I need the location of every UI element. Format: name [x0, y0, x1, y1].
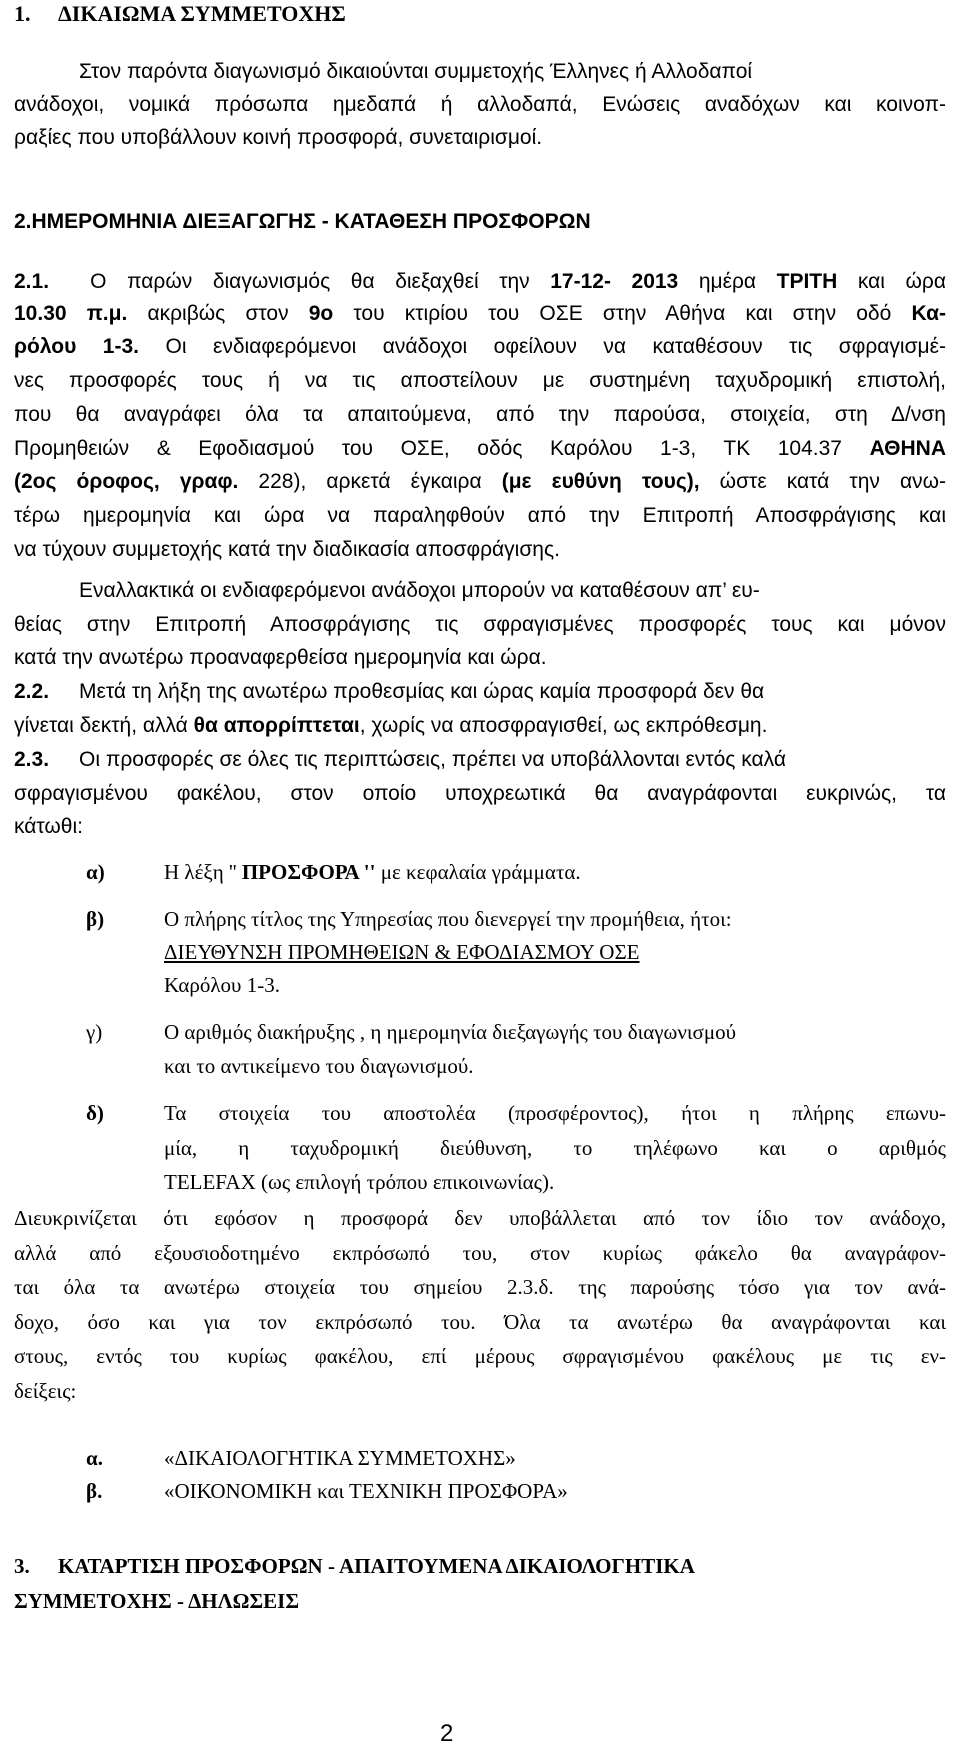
list-item-text: TELEFAX (ως επιλογή τρόπου επικοινωνίας).: [164, 1170, 555, 1194]
paragraph-line: κατά την ανωτέρω προαναφερθείσα ημερομηνία και ώρα.: [14, 646, 547, 669]
list-marker: δ): [86, 1101, 104, 1125]
list-marker: γ): [86, 1020, 103, 1044]
list-item-text: Ο πλήρης τίτλος της Υπηρεσίας που διενεργεί την προμήθεια, ήτοι:: [164, 907, 732, 931]
list-marker: α): [86, 860, 105, 884]
paragraph-line: ρόλου 1-3. Οι ενδιαφερόμενοι ανάδοχοι οφείλουν να καταθέσουν τις σφραγισμέ-: [14, 335, 946, 358]
paragraph-line: νες προσφορές τους ή να τις αποστείλουν με συστημένη ταχυδρομική επιστολή,: [14, 369, 946, 392]
list-item-text: «ΔΙΚΑΙΟΛΟΓΗΤΙΚΑ ΣΥΜΜΕΤΟΧΗΣ»: [164, 1446, 516, 1470]
paragraph-line: ται όλα τα ανωτέρω στοιχεία του σημείου 2.3.δ. της παρούσης τόσο για τον ανά-: [14, 1275, 946, 1299]
paragraph-line: που θα αναγράφει όλα τα απαιτούμενα, από την παρούσα, στοιχεία, στη Δ/νση: [14, 403, 946, 426]
paragraph-number: 2.2.: [14, 680, 50, 703]
paragraph-line: Εναλλακτικά οι ενδιαφερόμενοι ανάδοχοι μπορούν να καταθέσουν απ’ ευ-: [79, 579, 760, 602]
section-3-number: 3.: [14, 1554, 30, 1578]
paragraph-line: στους, εντός του κυρίως φακέλου, επί μέρους σφραγισμένου φακέλους με τις εν-: [14, 1344, 946, 1368]
list-marker: α.: [86, 1446, 103, 1470]
section-2-title: 2.ΗΜΕΡΟΜΗΝΙΑ ΔΙΕΞΑΓΩΓΗΣ - ΚΑΤΑΘΕΣΗ ΠΡΟΣΦΟΡΩΝ: [14, 210, 591, 233]
list-marker: β.: [86, 1479, 103, 1503]
paragraph-line: ανάδοχοι, νομικά πρόσωπα ημεδαπά ή αλλοδαπά, Ενώσεις αναδόχων και κοινοπ-: [14, 93, 946, 116]
paragraph-line: Μετά τη λήξη της ανωτέρω προθεσμίας και ώρας καμία προσφορά δεν θα: [79, 680, 765, 703]
paragraph-line: δείξεις:: [14, 1379, 77, 1403]
paragraph-line: Διευκρινίζεται ότι εφόσον η προσφορά δεν υποβάλλεται από τον ίδιο τον ανάδοχο,: [14, 1206, 946, 1230]
paragraph-line: κάτωθι:: [14, 815, 83, 838]
paragraph-line: Προμηθειών & Εφοδιασμού του ΟΣΕ, οδός Καρόλου 1-3, ΤΚ 104.37 ΑΘΗΝΑ: [14, 437, 946, 460]
paragraph-line: γίνεται δεκτή, αλλά θα απορρίπτεται, χωρίς να αποσφραγισθεί, ως εκπρόθεσμη.: [14, 714, 768, 737]
paragraph-line: θείας στην Επιτροπή Αποσφράγισης τις σφραγισμένες προσφορές τους και μόνον: [14, 613, 946, 636]
paragraph-line: 2.1. Ο παρών διαγωνισμός θα διεξαχθεί την 17-12- 2013 ημέρα ΤΡΙΤΗ και ώρα: [14, 270, 946, 293]
list-marker: β): [86, 907, 105, 931]
list-item-text: ΔΙΕΥΘΥΝΣΗ ΠΡΟΜΗΘΕΙΩΝ & ΕΦΟΔΙΑΣΜΟΥ ΟΣΕ: [164, 940, 640, 964]
paragraph-line: (2ος όροφος, γραφ. 228), αρκετά έγκαιρα (με ευθύνη τους), ώστε κατά την ανω-: [14, 470, 947, 493]
section-3-title: ΚΑΤΑΡΤΙΣΗ ΠΡΟΣΦΟΡΩΝ - ΑΠΑΙΤΟΥΜΕΝΑ ΔΙΚΑΙΟΛΟΓΗΤΙΚΑ: [58, 1554, 695, 1578]
paragraph-line: 10.30 π.μ. ακριβώς στον 9ο του κτιρίου του ΟΣΕ στην Αθήνα και στην οδό Κα-: [14, 302, 947, 325]
paragraph-line: Στον παρόντα διαγωνισμό δικαιούνται συμμετοχής Έλληνες ή Αλλοδαποί: [79, 60, 753, 83]
paragraph-line: τέρω ημερομηνία και ώρα να παραληφθούν από την Επιτροπή Αποσφράγισης και: [14, 504, 946, 527]
section-2-heading: [14, 204, 591, 239]
paragraph-line: δοχο, όσο και για τον εκπρόσωπό του. Όλα τα ανωτέρω θα αναγράφονται και: [14, 1310, 946, 1334]
page-number: 2: [440, 1720, 454, 1747]
list-item-text: Η λέξη '' ΠΡΟΣΦΟΡΑ '' με κεφαλαία γράμματα.: [164, 860, 581, 884]
list-item-text: Τα στοιχεία του αποστολέα (προσφέροντος), ήτοι η πλήρης επωνυ-: [164, 1101, 946, 1125]
paragraph-line: Οι προσφορές σε όλες τις περιπτώσεις, πρέπει να υποβάλλονται εντός καλά: [79, 748, 786, 771]
list-item-text: Ο αριθμός διακήρυξης , η ημερομηνία διεξαγωγής του διαγωνισμού: [164, 1020, 736, 1044]
list-item-text: Καρόλου 1-3.: [164, 973, 280, 997]
section-3-title-cont: ΣΥΜΜΕΤΟΧΗΣ - ΔΗΛΩΣΕΙΣ: [14, 1589, 300, 1613]
paragraph-line: ραξίες που υποβάλλουν κοινή προσφορά, συνεταιρισμοί.: [14, 126, 543, 149]
paragraph-line: να τύχουν συμμετοχής κατά την διαδικασία αποσφράγισης.: [14, 538, 560, 561]
section-1-heading: 1. ΔΙΚΑΙΩΜΑ ΣΥΜΜΕΤΟΧΗΣ: [14, 1, 346, 26]
list-item-text: μία, η ταχυδρομική διεύθυνση, το τηλέφωνο και ο αριθμός: [164, 1136, 946, 1160]
list-item-text: «ΟΙΚΟΝΟΜΙΚΗ και ΤΕΧΝΙΚΗ ΠΡΟΣΦΟΡΑ»: [164, 1479, 568, 1503]
paragraph-line: αλλά από εξουσιοδοτημένο εκπρόσωπό του, στον κυρίως φάκελο θα αναγράφον-: [14, 1241, 946, 1265]
paragraph-number: 2.3.: [14, 748, 50, 771]
paragraph-line: σφραγισμένου φακέλου, στον οποίο υποχρεωτικά θα αναγράφονται ευκρινώς, τα: [14, 782, 946, 805]
list-item-text: και το αντικείμενο του διαγωνισμού.: [164, 1054, 474, 1078]
